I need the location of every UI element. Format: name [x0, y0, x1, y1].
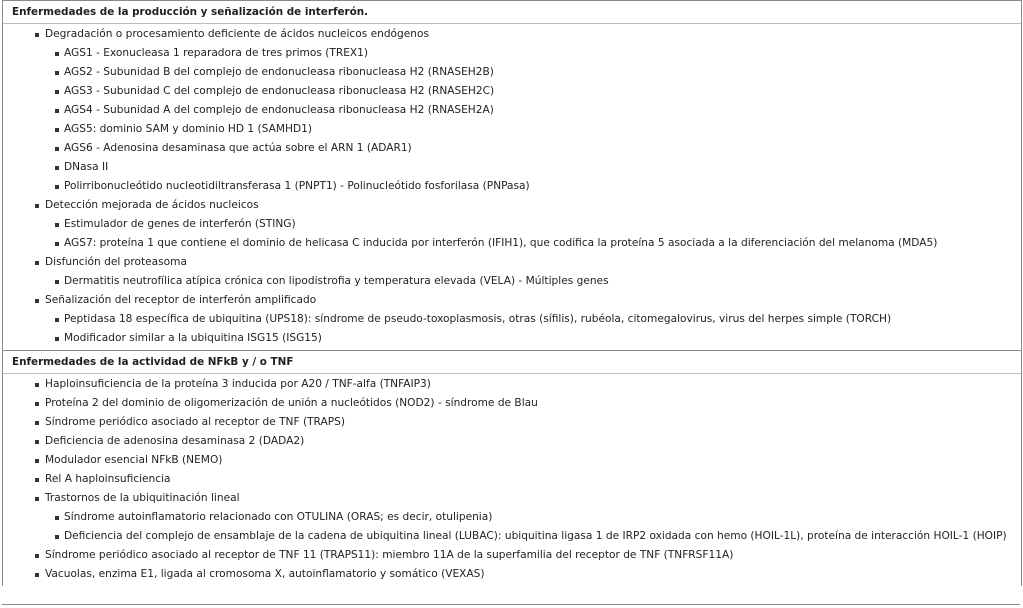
list-item: Degradación o procesamiento deficiente de ácidos nucleicos endógenos — [3, 25, 1021, 44]
list-item: Vacuolas, enzima E1, ligada al cromosoma X, autoinflamatorio y somático (VEXAS) — [3, 565, 1021, 584]
list-item: Síndrome periódico asociado al receptor de TNF (TRAPS) — [3, 413, 1021, 432]
list-item: AGS1 - Exonucleasa 1 reparadora de tres primos (TREX1) — [3, 44, 1021, 63]
list-item: Haploinsuficiencia de la proteína 3 inducida por A20 / TNF-alfa (TNFAIP3) — [3, 375, 1021, 394]
list-item: AGS5: dominio SAM y dominio HD 1 (SAMHD1) — [3, 120, 1021, 139]
list-item: Síndrome periódico asociado al receptor de TNF 11 (TRAPS11): miembro 11A de la superfamilia del receptor de TNF (TNFRSF11A) — [3, 546, 1021, 565]
list-item: Disfunción del proteasoma — [3, 253, 1021, 272]
list-item: Síndrome autoinflamatorio relacionado con OTULINA (ORAS; es decir, otulipenia) — [3, 508, 1021, 527]
section-body — [3, 24, 1021, 350]
list-item: Deficiencia del complejo de ensamblaje de la cadena de ubiquitina lineal (LUBAC): ubiquitina ligasa 1 de IRP2 oxidada con hemo (HOIL-1L), proteína de interacción HOIL-1 (HOIP) — [3, 527, 1021, 546]
list-item: Peptidasa 18 específica de ubiquitina (UPS18): síndrome de pseudo-toxoplasmosis, otras (sífilis), rubéola, citomegalovirus, virus del herpes simple (TORCH) — [3, 310, 1021, 329]
list-item: AGS3 - Subunidad C del complejo de endonucleasa ribonucleasa H2 (RNASEH2C) — [3, 82, 1021, 101]
list-item: AGS6 - Adenosina desaminasa que actúa sobre el ARN 1 (ADAR1) — [3, 139, 1021, 158]
section-nfkb-tnf — [3, 350, 1021, 586]
list-item: Trastornos de la ubiquitinación lineal — [3, 489, 1021, 508]
list-item: Dermatitis neutrofílica atípica crónica con lipodistrofia y temperatura elevada (VELA) - Múltiples genes — [3, 272, 1021, 291]
section-title: Enfermedades de la producción y señalización de interferón. — [3, 1, 1021, 24]
list-item: Estimulador de genes de interferón (STING) — [3, 215, 1021, 234]
table-bottom-border — [2, 604, 1020, 605]
bullet-list — [3, 375, 1021, 584]
list-item: AGS2 - Subunidad B del complejo de endonucleasa ribonucleasa H2 (RNASEH2B) — [3, 63, 1021, 82]
list-item: Proteína 2 del dominio de oligomerización de unión a nucleótidos (NOD2) - síndrome de Blau — [3, 394, 1021, 413]
list-item: AGS7: proteína 1 que contiene el dominio de helicasa C inducida por interferón (IFIH1), que codifica la proteína 5 asociada a la diferenciación del melanoma (MDA5) — [3, 234, 1021, 253]
list-item: Modificador similar a la ubiquitina ISG15 (ISG15) — [3, 329, 1021, 348]
list-item: Detección mejorada de ácidos nucleicos — [3, 196, 1021, 215]
list-item: Polirribonucleótido nucleotidiltransferasa 1 (PNPT1) - Polinucleótido fosforilasa (PNPasa) — [3, 177, 1021, 196]
list-item: DNasa II — [3, 158, 1021, 177]
list-item: Señalización del receptor de interferón amplificado — [3, 291, 1021, 310]
section-body — [3, 374, 1021, 586]
list-item: AGS4 - Subunidad A del complejo de endonucleasa ribonucleasa H2 (RNASEH2A) — [3, 101, 1021, 120]
list-item: Modulador esencial NFkB (NEMO) — [3, 451, 1021, 470]
list-item: Rel A haploinsuficiencia — [3, 470, 1021, 489]
section-title: Enfermedades de la actividad de NFkB y / o TNF — [3, 351, 1021, 374]
disease-table — [2, 0, 1022, 586]
bullet-list — [3, 25, 1021, 348]
section-interferon — [3, 0, 1021, 350]
list-item: Deficiencia de adenosina desaminasa 2 (DADA2) — [3, 432, 1021, 451]
